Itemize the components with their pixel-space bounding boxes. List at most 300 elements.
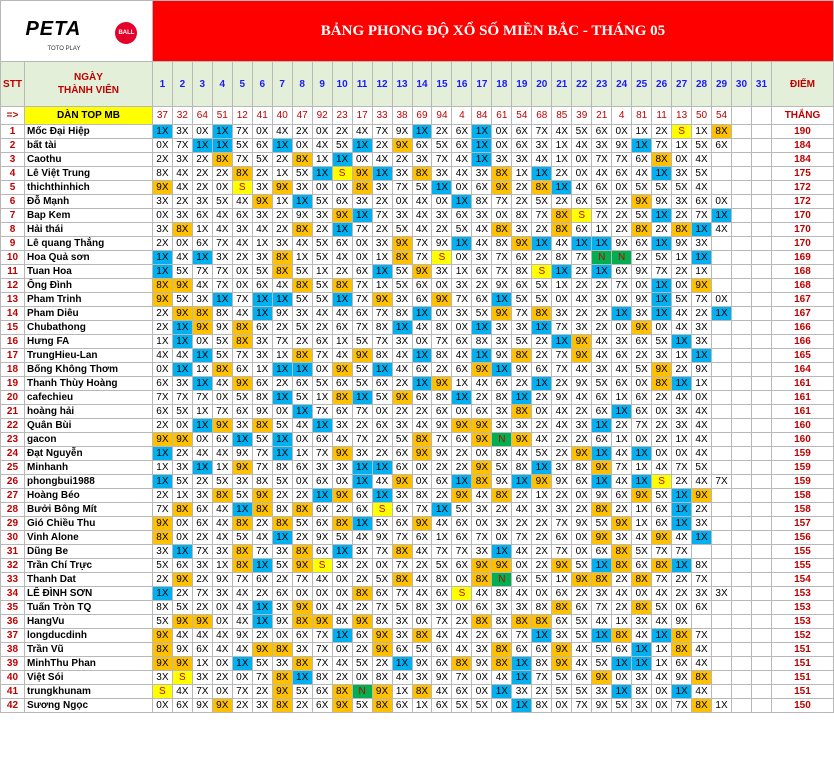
day-cell: 1X (272, 391, 292, 405)
day-cell: 3X (492, 321, 512, 335)
day-cell: 8X (272, 461, 292, 475)
day-cell: 8X (232, 335, 252, 349)
day-cell: 7X (192, 685, 212, 699)
day-cell: 8X (552, 209, 572, 223)
score-cell: 166 (771, 335, 833, 349)
day-cell: 2X (612, 209, 632, 223)
day-cell: 6X (372, 377, 392, 391)
day-cell: 0X (452, 601, 472, 615)
day-cell: 4X (672, 321, 692, 335)
day-cell: 9X (672, 615, 692, 629)
day-cell: 1X (632, 125, 652, 139)
day-cell: 1X (252, 363, 272, 377)
day-cell: 4X (212, 503, 232, 517)
day-cell: 8X (552, 223, 572, 237)
day-cell: 1X (252, 307, 272, 321)
day-cell: 3X (592, 293, 612, 307)
day-cell: 7X (312, 447, 332, 461)
day-cell: 8X (472, 475, 492, 489)
day-cell: 6X (332, 377, 352, 391)
day-cell: 2X (252, 587, 272, 601)
day-cell: 1X (672, 559, 692, 573)
day-cell: 5X (292, 391, 312, 405)
day-cell: 7X (232, 573, 252, 587)
score-cell: 169 (771, 251, 833, 265)
member-name: Bưởi Bông Mít (24, 503, 152, 517)
day-cell: 1X (272, 167, 292, 181)
day-cell: 7X (372, 307, 392, 321)
day-cell: S (372, 503, 392, 517)
day-cell: 9X (252, 195, 272, 209)
day-cell: 9X (172, 615, 192, 629)
day-cell: 7X (352, 279, 372, 293)
day-cell: 8X (212, 153, 232, 167)
score-cell: 158 (771, 503, 833, 517)
day-cell: 1X (552, 265, 572, 279)
day-cell: 0X (352, 671, 372, 685)
day-cell: 4X (572, 139, 592, 153)
day-cell (732, 125, 752, 139)
day-cell: 8X (172, 223, 192, 237)
day-cell: 4X (412, 209, 432, 223)
day-cell: 5X (392, 279, 412, 293)
day-cell: 1X (172, 489, 192, 503)
member-name: Đạt Nguyễn (24, 447, 152, 461)
day-cell: 9X (192, 321, 212, 335)
day-cell: 9X (152, 433, 172, 447)
day-cell: 8X (492, 489, 512, 503)
row-stt: 30 (1, 531, 25, 545)
day-header-30: 30 (732, 62, 752, 107)
day-cell: 7X (212, 265, 232, 279)
day-cell: S (152, 685, 172, 699)
day-cell: 8X (652, 153, 672, 167)
day-cell: 0X (612, 321, 632, 335)
table-row (1, 293, 834, 307)
day-cell: 4X (692, 419, 712, 433)
day-cell: 6X (312, 699, 332, 713)
day-cell: 7X (212, 405, 232, 419)
day-cell (751, 685, 771, 699)
day-cell: 5X (272, 559, 292, 573)
day-cell: 4X (432, 629, 452, 643)
day-cell: 4X (372, 153, 392, 167)
day-cell: 4X (212, 643, 232, 657)
day-cell: 4X (492, 671, 512, 685)
day-cell: 2X (532, 251, 552, 265)
day-cell (751, 517, 771, 531)
day-cell: 4X (692, 181, 712, 195)
day-cell: 2X (352, 573, 372, 587)
day-cell (751, 279, 771, 293)
day-cell: 4X (312, 139, 332, 153)
logo-cell (1, 1, 153, 62)
day-cell: 7X (392, 181, 412, 195)
day-cell: 4X (632, 167, 652, 181)
day-cell: 1X (372, 363, 392, 377)
day-cell: 2X (612, 419, 632, 433)
day-cell: 2X (532, 559, 552, 573)
day-cell: 0X (452, 573, 472, 587)
day-cell: 8X (332, 685, 352, 699)
day-cell: 9X (152, 293, 172, 307)
day-cell (732, 405, 752, 419)
day-cell (751, 223, 771, 237)
day-cell (751, 573, 771, 587)
day-cell: 5X (532, 447, 552, 461)
day-cell: 6X (392, 643, 412, 657)
day-cell: 9X (492, 307, 512, 321)
day-cell (712, 545, 732, 559)
day-cell: 0X (492, 531, 512, 545)
day-cell: 2X (292, 125, 312, 139)
table-row (1, 195, 834, 209)
day-cell (751, 153, 771, 167)
day-cell: 3X (632, 699, 652, 713)
day-cell: 8X (532, 615, 552, 629)
day-cell: 0X (632, 377, 652, 391)
day-cell: 1X (292, 447, 312, 461)
day-cell: 2X (192, 167, 212, 181)
table-row (1, 643, 834, 657)
day-cell: 4X (592, 349, 612, 363)
day-cell: 1X (552, 139, 572, 153)
day-cell (751, 335, 771, 349)
day-cell: 3X (512, 419, 532, 433)
day-cell: 6X (572, 601, 592, 615)
day-cell: 2X (152, 307, 172, 321)
day-cell: 2X (472, 629, 492, 643)
day-cell: 2X (272, 223, 292, 237)
day-cell: 8X (292, 503, 312, 517)
day-cell: 3X (592, 587, 612, 601)
day-cell: 8X (512, 265, 532, 279)
day-cell: 8X (252, 475, 272, 489)
day-header-6: 6 (252, 62, 272, 107)
day-cell: 2X (232, 251, 252, 265)
table-row (1, 531, 834, 545)
day-cell: 9X (292, 209, 312, 223)
day-cell: 5X (672, 293, 692, 307)
day-cell: 0X (492, 699, 512, 713)
day-cell: 9X (552, 559, 572, 573)
day-cell: 8X (592, 573, 612, 587)
day-cell: 9X (512, 433, 532, 447)
score-cell: 168 (771, 265, 833, 279)
day-cell: 1X (332, 545, 352, 559)
day-cell: 3X (672, 195, 692, 209)
day-cell: 5X (172, 293, 192, 307)
day-cell: 6X (412, 391, 432, 405)
day-cell (751, 643, 771, 657)
day-cell: 1X (632, 517, 652, 531)
day-cell: 8X (152, 167, 172, 181)
day-cell: 7X (572, 251, 592, 265)
day-cell: 1X (212, 125, 232, 139)
day-cell: 4X (472, 489, 492, 503)
day-cell: 1X (692, 531, 712, 545)
day-cell: 0X (312, 601, 332, 615)
day-cell: 4X (552, 237, 572, 251)
logo-wordmark: PETA (25, 18, 82, 40)
day-cell: 8X (672, 223, 692, 237)
day-cell: 6X (632, 391, 652, 405)
day-cell: 5X (252, 657, 272, 671)
day-cell: 3X (632, 307, 652, 321)
day-cell: 7X (692, 573, 712, 587)
day-cell: 1X (192, 657, 212, 671)
day-cell: 3X (172, 153, 192, 167)
day-cell: 3X (472, 251, 492, 265)
day-cell: 0X (432, 307, 452, 321)
day-cell: 5X (452, 223, 472, 237)
day-cell: 0X (332, 181, 352, 195)
day-cell: 6X (392, 461, 412, 475)
day-cell: 9X (472, 657, 492, 671)
day-cell: 4X (612, 363, 632, 377)
day-cell: 0X (612, 671, 632, 685)
day-cell: 8X (512, 209, 532, 223)
day-cell: 4X (612, 587, 632, 601)
day-cell: 8X (272, 503, 292, 517)
day-cell: 9X (432, 447, 452, 461)
day-cell: 2X (532, 223, 552, 237)
day-cell: 6X (472, 265, 492, 279)
day-cell: 1X (152, 447, 172, 461)
day-cell: 1X (312, 265, 332, 279)
day-cell: 2X (392, 153, 412, 167)
day-cell: 3X (252, 335, 272, 349)
day-cell: 9X (292, 601, 312, 615)
day-cell: 1X (632, 447, 652, 461)
day-cell: 8X (412, 601, 432, 615)
day-cell: 0X (312, 363, 332, 377)
day-cell: 5X (412, 643, 432, 657)
day-cell: 2X (332, 671, 352, 685)
day-cell: 1X (452, 265, 472, 279)
day-cell: 2X (292, 699, 312, 713)
day-cell: 6X (472, 293, 492, 307)
day-cell: 2X (592, 307, 612, 321)
day-cell: 4X (252, 531, 272, 545)
day-cell: 0X (312, 181, 332, 195)
day-cell: 5X (172, 475, 192, 489)
member-name: Chubathong (24, 321, 152, 335)
day-cell: 7X (412, 251, 432, 265)
day-cell: 5X (232, 391, 252, 405)
day-cell: 4X (252, 223, 272, 237)
day-cell: 3X (692, 237, 712, 251)
day-cell (751, 391, 771, 405)
day-cell: 4X (472, 223, 492, 237)
row-stt: 29 (1, 517, 25, 531)
day-cell (712, 419, 732, 433)
member-name: Hưng FA (24, 335, 152, 349)
day-cell: 9X (592, 531, 612, 545)
table-row (1, 363, 834, 377)
day-cell (732, 545, 752, 559)
day-cell: 9X (312, 615, 332, 629)
day-cell: 0X (332, 587, 352, 601)
day-cell: 3X (692, 587, 712, 601)
day-cell: 4X (392, 671, 412, 685)
day-cell: 6X (252, 139, 272, 153)
score-cell: 158 (771, 489, 833, 503)
day-cell: 1X (452, 195, 472, 209)
day-cell (712, 531, 732, 545)
day-cell: 8X (232, 559, 252, 573)
day-cell: 7X (392, 587, 412, 601)
row-stt: 15 (1, 321, 25, 335)
day-cell: 7X (652, 573, 672, 587)
day-cell: 6X (592, 545, 612, 559)
score-cell: 161 (771, 391, 833, 405)
day-cell: 4X (512, 503, 532, 517)
score-cell: 184 (771, 139, 833, 153)
day-cell: 1X (352, 475, 372, 489)
day-cell (732, 335, 752, 349)
day-cell (712, 363, 732, 377)
day-cell: 7X (452, 293, 472, 307)
day-cell: 9X (552, 475, 572, 489)
day-cell: 3X (292, 307, 312, 321)
day-cell: 5X (692, 461, 712, 475)
member-name: Caothu (24, 153, 152, 167)
day-cell: 7X (232, 125, 252, 139)
day-header-23: 23 (592, 62, 612, 107)
day-cell: 5X (432, 139, 452, 153)
day-cell: 3X (412, 153, 432, 167)
day-cell (732, 699, 752, 713)
member-name: trungkhunam (24, 685, 152, 699)
day-header-1: 1 (152, 62, 172, 107)
day-cell: 6X (612, 265, 632, 279)
day-cell: 1X (552, 181, 572, 195)
day-cell: 1X (672, 139, 692, 153)
day-cell: 1X (612, 405, 632, 419)
day-cell (732, 503, 752, 517)
day-cell: 8X (272, 643, 292, 657)
table-row (1, 153, 834, 167)
score-cell: 172 (771, 195, 833, 209)
day-cell: 6X (292, 377, 312, 391)
day-cell: 2X (532, 419, 552, 433)
day-cell: 1X (432, 181, 452, 195)
day-cell: 8X (532, 657, 552, 671)
day-cell (732, 447, 752, 461)
day-cell: 5X (352, 699, 372, 713)
day-cell: 4X (192, 279, 212, 293)
day-cell: N (592, 251, 612, 265)
day-cell: 8X (372, 671, 392, 685)
day-cell: 2X (272, 153, 292, 167)
day-cell: 2X (572, 433, 592, 447)
day-cell: 6X (192, 503, 212, 517)
day-cell: 4X (412, 419, 432, 433)
day-cell: 8X (292, 545, 312, 559)
day-cell: 1X (312, 167, 332, 181)
day-cell: 1X (692, 223, 712, 237)
day-cell: 5X (312, 251, 332, 265)
row-stt: 36 (1, 615, 25, 629)
day-cell: 1X (512, 671, 532, 685)
day-cell: 9X (272, 685, 292, 699)
day-cell: 9X (492, 279, 512, 293)
day-cell (732, 475, 752, 489)
day-cell: 1X (452, 237, 472, 251)
day-cell: 9X (392, 391, 412, 405)
day-cell: 9X (152, 517, 172, 531)
day-cell: 4X (452, 349, 472, 363)
day-cell: 1X (612, 433, 632, 447)
day-cell: 1X (612, 307, 632, 321)
day-cell: 5X (292, 167, 312, 181)
day-cell: 5X (292, 685, 312, 699)
day-cell: 7X (612, 461, 632, 475)
day-cell: 3X (172, 125, 192, 139)
day-cell: 9X (552, 657, 572, 671)
day-cell: 0X (212, 391, 232, 405)
day-cell: 3X (472, 643, 492, 657)
day-cell: 2X (372, 139, 392, 153)
day-cell: 1X (152, 475, 172, 489)
day-cell: 7X (372, 601, 392, 615)
day-cell: 3X (252, 209, 272, 223)
day-cell: 9X (492, 559, 512, 573)
member-name: Bống Không Thơm (24, 363, 152, 377)
day-cell: 7X (352, 293, 372, 307)
day-cell: 1X (692, 251, 712, 265)
day-cell: 1X (592, 629, 612, 643)
day-cell: 2X (552, 195, 572, 209)
day-cell: 8X (472, 195, 492, 209)
day-cell: 1X (672, 685, 692, 699)
day-cell: 5X (472, 307, 492, 321)
day-cell: 1X (152, 265, 172, 279)
day-cell: 9X (432, 293, 452, 307)
day-cell: 3X (392, 167, 412, 181)
day-cell: 3X (672, 405, 692, 419)
day-cell: 1X (352, 517, 372, 531)
day-cell: 8X (272, 699, 292, 713)
day-cell: 0X (272, 629, 292, 643)
day-cell: 4X (172, 685, 192, 699)
day-cell: 3X (512, 223, 532, 237)
day-cell: 7X (432, 335, 452, 349)
row-stt: 25 (1, 461, 25, 475)
day-cell (751, 475, 771, 489)
day-cell (751, 293, 771, 307)
day-header-12: 12 (372, 62, 392, 107)
day-cell: 9X (632, 489, 652, 503)
day-cell: 5X (512, 293, 532, 307)
day-cell: 5X (552, 671, 572, 685)
day-cell: 5X (672, 181, 692, 195)
day-cell: 9X (492, 349, 512, 363)
day-cell: 4X (412, 545, 432, 559)
day-cell: 1X (172, 321, 192, 335)
day-cell (732, 279, 752, 293)
day-cell: 0X (172, 419, 192, 433)
day-cell (712, 153, 732, 167)
day-cell: N (492, 573, 512, 587)
day-cell: 0X (392, 195, 412, 209)
day-cell: 6X (592, 181, 612, 195)
top-number: 41 (252, 107, 272, 125)
day-cell: 1X (372, 279, 392, 293)
day-cell (751, 251, 771, 265)
top-number: 33 (372, 107, 392, 125)
